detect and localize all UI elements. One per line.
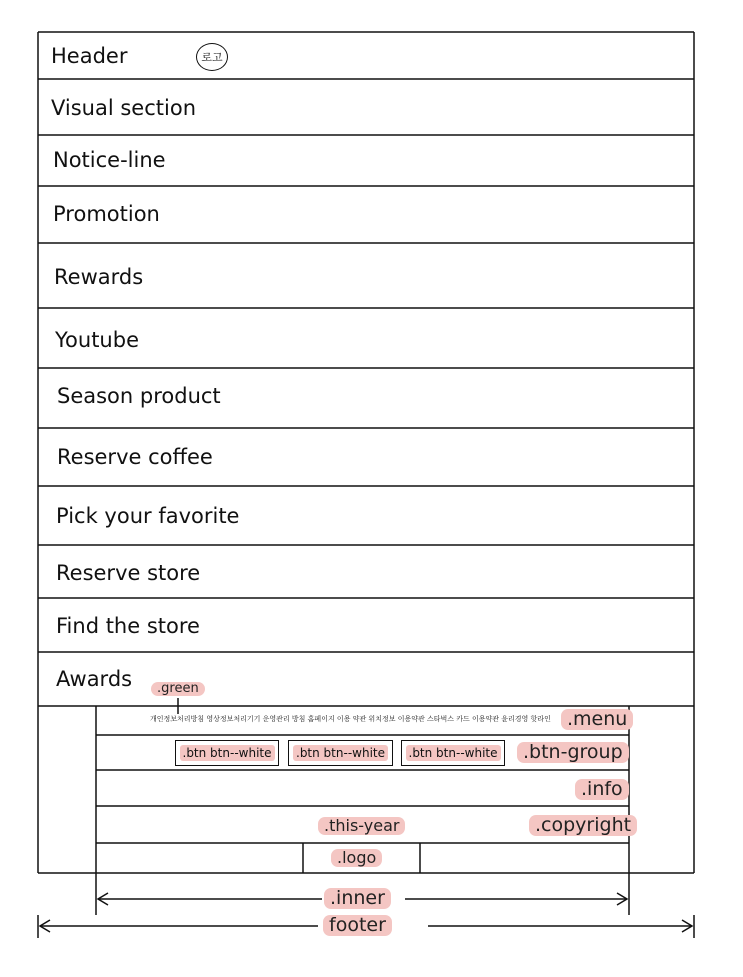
section-label-awards: Awards (56, 667, 133, 691)
this-year-tag: .this-year (318, 817, 405, 835)
green-tag: .green (151, 682, 205, 696)
menu-tag: .menu (561, 709, 633, 730)
logo-circle-icon (196, 43, 228, 71)
section-label-season-product: Season product (57, 384, 221, 408)
btn-white-3 (401, 740, 505, 766)
btn-white-2 (288, 740, 393, 766)
section-label-youtube: Youtube (55, 328, 139, 352)
section-label-notice-line: Notice-line (53, 148, 166, 172)
footer-menu-items: 개인정보처리방침 영상정보처리기기 운영관리 방침 홈페이지 이용 약관 위치정보 이용약관 스타벅스 카드 이용약관 윤리경영 핫라인 (150, 715, 551, 723)
inner-tag: .inner (324, 888, 391, 909)
section-label-rewards: Rewards (54, 265, 144, 289)
btn-white-1-label: .btn btn--white (180, 745, 275, 761)
logo-tag: .logo (331, 849, 382, 867)
footer-tag: footer (323, 915, 392, 936)
info-tag: .info (575, 779, 629, 800)
logo-text: 로고 (201, 51, 223, 64)
btn-white-1 (175, 740, 279, 766)
copyright-tag: .copyright (529, 815, 637, 836)
section-label-reserve-coffee: Reserve coffee (57, 445, 213, 469)
section-label-reserve-store: Reserve store (56, 561, 201, 585)
section-label-header: Header (51, 44, 128, 68)
section-label-promotion: Promotion (53, 202, 160, 226)
btn-white-3-label: .btn btn--white (406, 745, 501, 761)
btn-group-tag: .btn-group (517, 742, 629, 763)
btn-white-2-label: .btn btn--white (293, 745, 388, 761)
section-label-pick-your-favorite: Pick your favorite (56, 504, 240, 528)
section-label-find-the-store: Find the store (56, 614, 200, 638)
section-label-visual: Visual section (51, 96, 197, 120)
